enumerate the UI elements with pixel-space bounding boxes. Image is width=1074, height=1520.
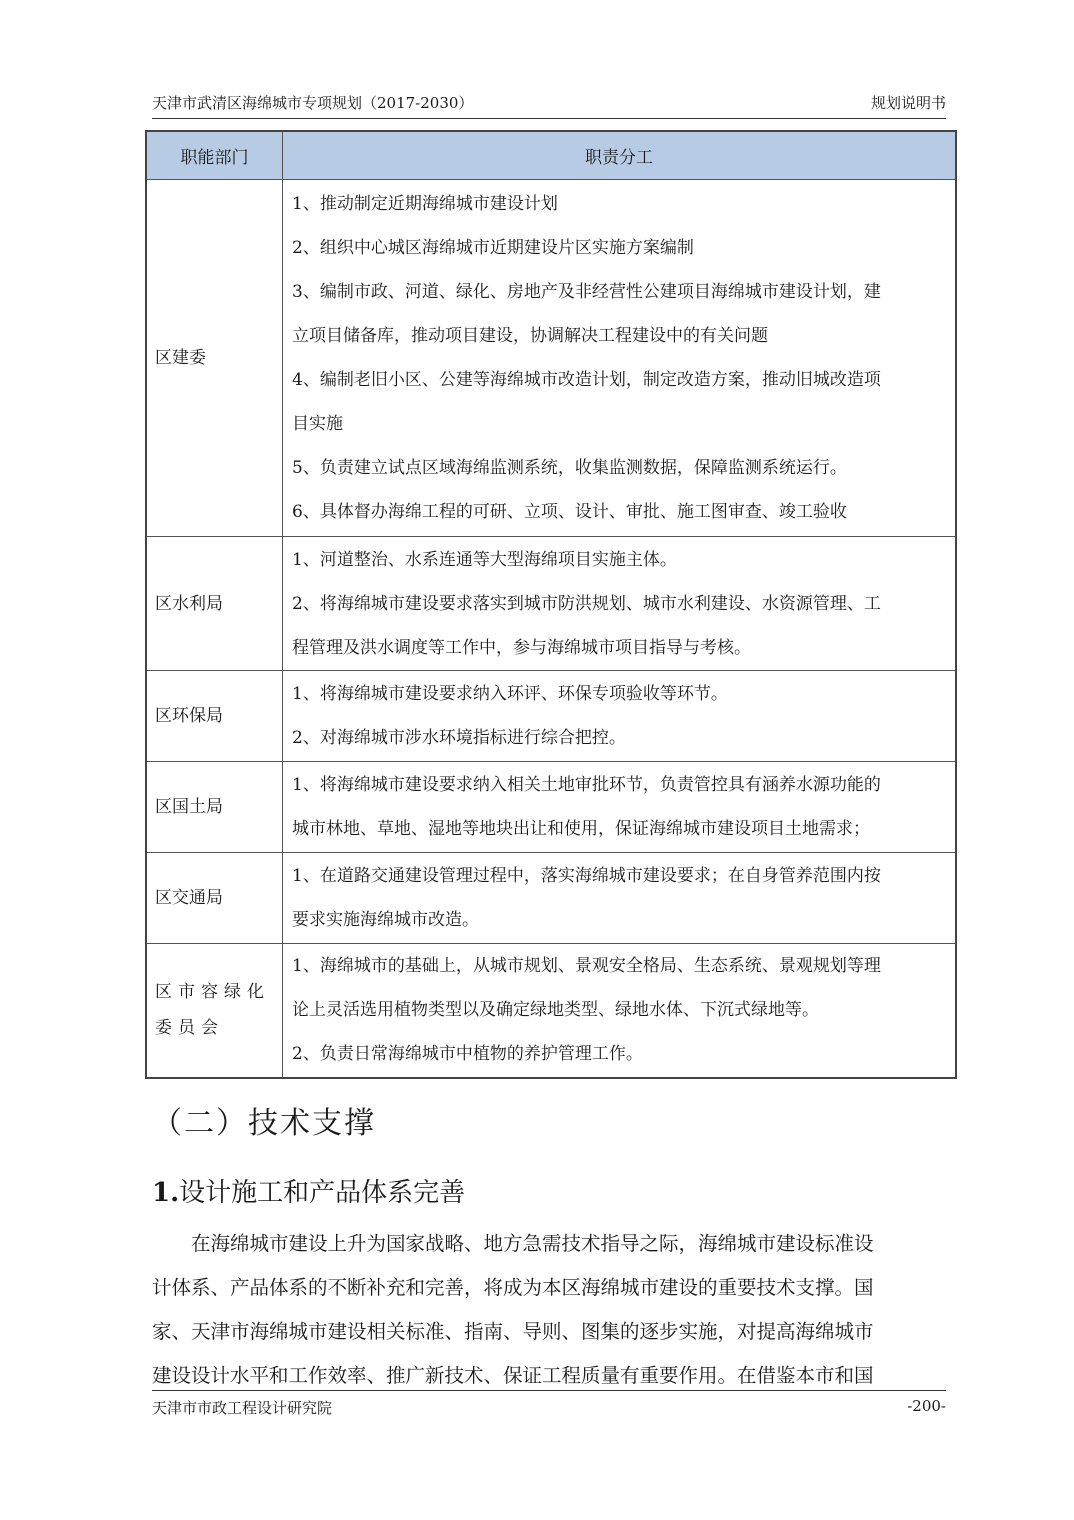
body-paragraph bbox=[152, 1222, 946, 1398]
paragraph-line: 建设设计水平和工作效率、推广新技术、保证工程质量有重要作用。在借鉴本市和国 bbox=[152, 1364, 874, 1387]
department-cell: 区市容绿化委员会 bbox=[146, 944, 283, 1078]
duties-cell bbox=[283, 180, 957, 537]
header-document-title: 天津市武清区海绵城市专项规划（2017-2030） bbox=[152, 94, 474, 112]
department-cell: 区国土局 bbox=[146, 762, 283, 853]
paragraph-line: 家、天津市海绵城市建设相关标准、指南、导则、图集的逐步实施，对提高海绵城市 bbox=[152, 1320, 874, 1343]
paragraph-line: 在海绵城市建设上升为国家战略、地方急需技术指导之际，海绵城市建设标准设 bbox=[152, 1232, 874, 1255]
duty-line: 1、海绵城市的基础上，从城市规划、景观安全格局、生态系统、景观规划等理 bbox=[292, 956, 881, 977]
header-document-type: 规划说明书 bbox=[870, 94, 946, 112]
paragraph-line: 计体系、产品体系的不断补充和完善，将成为本区海绵城市建设的重要技术支撑。国 bbox=[152, 1276, 874, 1299]
subsection-number: 1. bbox=[152, 1178, 180, 1208]
duties-cell bbox=[283, 853, 957, 944]
subsection-title: 设计施工和产品体系完善 bbox=[179, 1178, 466, 1208]
duty-line: 4、编制老旧小区、公建等海绵城市改造计划，制定改造方案，推动旧城改造项 bbox=[292, 370, 881, 390]
section-heading: （二）技术支撑 bbox=[152, 1106, 376, 1141]
duty-line: 2、对海绵城市涉水环境指标进行综合把控。 bbox=[292, 728, 626, 748]
duty-line: 目实施 bbox=[292, 414, 343, 434]
duty-line: 2、将海绵城市建设要求落实到城市防洪规划、城市水利建设、水资源管理、工 bbox=[292, 593, 881, 614]
page-number: -200- bbox=[907, 1397, 946, 1415]
duty-line: 2、负责日常海绵城市中植物的养护管理工作。 bbox=[292, 1044, 643, 1065]
duty-line: 1、将海绵城市建设要求纳入相关土地审批环节，负责管控具有涵养水源功能的 bbox=[292, 775, 881, 795]
duties-cell bbox=[283, 671, 957, 762]
duty-line: 立项目储备库，推动项目建设，协调解决工程建设中的有关问题 bbox=[292, 326, 768, 346]
table-row bbox=[146, 853, 956, 944]
department-cell: 区环保局 bbox=[146, 671, 283, 762]
duty-line: 2、组织中心城区海绵城市近期建设片区实施方案编制 bbox=[292, 238, 694, 258]
duty-line: 1、河道整治、水系连通等大型海绵项目实施主体。 bbox=[292, 549, 677, 570]
duty-line: 程管理及洪水调度等工作中，参与海绵城市项目指导与考核。 bbox=[292, 637, 751, 658]
table-row bbox=[146, 671, 956, 762]
duties-cell bbox=[283, 762, 957, 853]
table-row bbox=[146, 944, 956, 1078]
duty-line: 城市林地、草地、湿地等地块出让和使用，保证海绵城市建设项目土地需求； bbox=[292, 819, 870, 839]
duty-line: 5、负责建立试点区域海绵监测系统，收集监测数据，保障监测系统运行。 bbox=[292, 458, 847, 478]
page-header bbox=[152, 92, 946, 119]
duty-line: 1、推动制定近期海绵城市建设计划 bbox=[292, 194, 558, 214]
duties-cell bbox=[283, 944, 957, 1078]
subsection-heading bbox=[152, 1172, 465, 1209]
table-row bbox=[146, 762, 956, 853]
duty-line: 要求实施海绵城市改造。 bbox=[292, 910, 479, 930]
duty-line: 1、将海绵城市建设要求纳入环评、环保专项验收等环节。 bbox=[292, 684, 728, 704]
duties-cell bbox=[283, 537, 957, 671]
responsibility-table bbox=[145, 130, 957, 1079]
department-cell: 区水利局 bbox=[146, 537, 283, 671]
table-row bbox=[146, 180, 956, 537]
table-header-row bbox=[146, 131, 956, 180]
page-footer bbox=[152, 1390, 946, 1417]
column-header-duties: 职责分工 bbox=[283, 131, 957, 180]
department-cell: 区交通局 bbox=[146, 853, 283, 944]
column-header-department: 职能部门 bbox=[146, 131, 283, 180]
duty-line: 论上灵活选用植物类型以及确定绿地类型、绿地水体、下沉式绿地等。 bbox=[292, 1000, 819, 1021]
duty-line: 1、在道路交通建设管理过程中，落实海绵城市建设要求；在自身管养范围内按 bbox=[292, 866, 881, 886]
duty-line: 6、具体督办海绵工程的可研、立项、设计、审批、施工图审查、竣工验收 bbox=[292, 502, 847, 522]
table-row bbox=[146, 537, 956, 671]
footer-institute: 天津市市政工程设计研究院 bbox=[152, 1399, 333, 1417]
duty-line: 3、编制市政、河道、绿化、房地产及非经营性公建项目海绵城市建设计划，建 bbox=[292, 282, 881, 302]
department-cell: 区建委 bbox=[146, 180, 283, 537]
